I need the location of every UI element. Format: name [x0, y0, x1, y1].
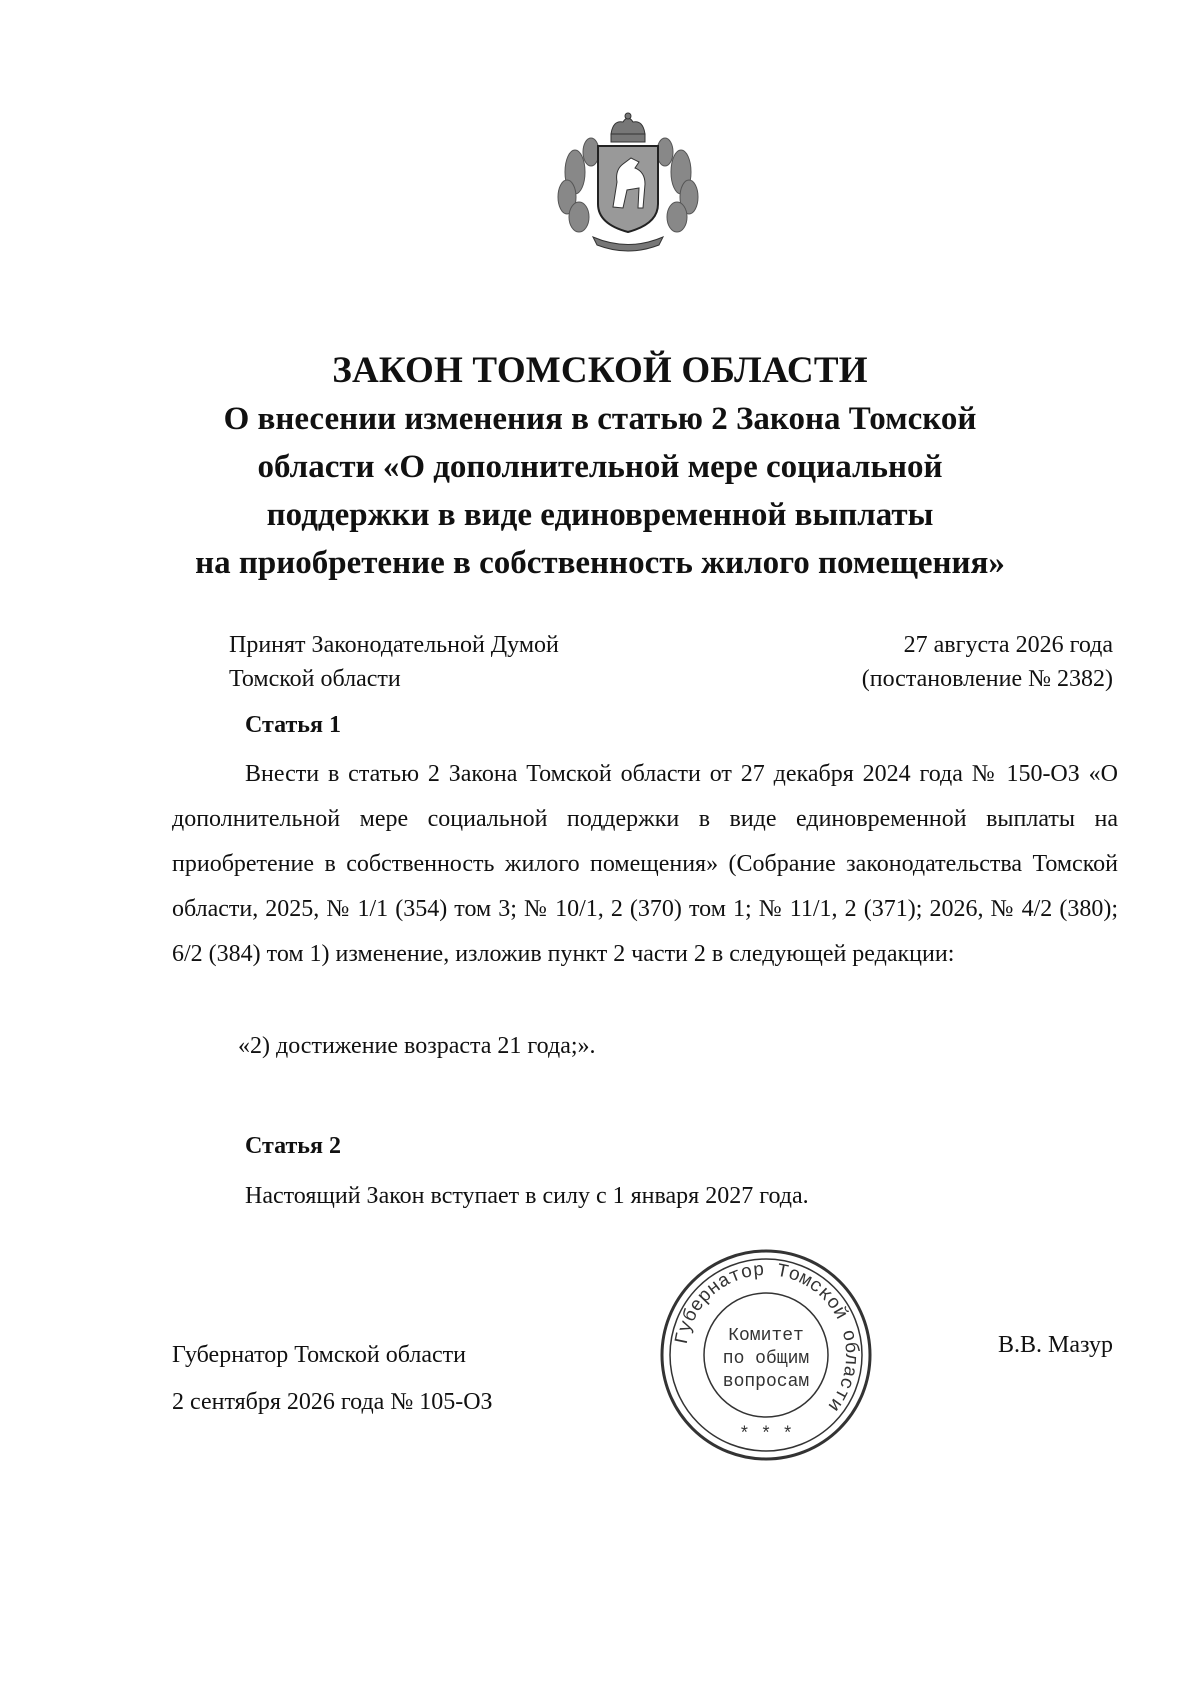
- resolution-number: (постановление № 2382): [861, 666, 1113, 692]
- official-stamp: [656, 1245, 876, 1465]
- article-1-heading: Статья 1: [245, 712, 341, 738]
- title-block: [140, 347, 1060, 587]
- signature-block: [172, 1332, 493, 1426]
- stamp-ring-text: Губернатор Томской области: [670, 1258, 863, 1416]
- adoption-line: Томской области: [229, 666, 401, 692]
- article-2-text: Настоящий Закон вступает в силу с 1 января 2027 года.: [245, 1183, 809, 1209]
- article-1-quote: «2) достижение возраста 21 года;».: [238, 1033, 596, 1059]
- article-1-text: Внести в статью 2 Закона Томской области от 27 декабря 2024 года № 150-ОЗ «О дополнительной мере социальной поддержки в виде единовременной выплаты на приобретение в собственность жилого помещения» (Собрание законодательства Томской области, 2025, № 1/1 (354) том 3; № 10/1, 2 (370) том 1; № 11/1, 2 (371); 2026, № 4/2 (380); 6/2 (384) том 1) изменение, изложив пункт 2 части 2 в следующей редакции:: [172, 761, 1118, 967]
- coat-of-arms-icon: [553, 112, 703, 257]
- adoption-body: [229, 628, 559, 696]
- law-subtitle-line: области «О дополнительной мере социальной: [257, 449, 943, 485]
- signing-date-number: 2 сентября 2026 года № 105-ОЗ: [172, 1389, 493, 1415]
- law-title: ЗАКОН ТОМСКОЙ ОБЛАСТИ: [332, 350, 868, 391]
- law-subtitle-line: поддержки в виде единовременной выплаты: [266, 497, 934, 533]
- law-subtitle-line: на приобретение в собственность жилого помещения»: [195, 545, 1005, 581]
- adoption-line: Принят Законодательной Думой: [229, 632, 559, 658]
- signatory-name: В.В. Мазур: [998, 1332, 1113, 1358]
- signatory-position: Губернатор Томской области: [172, 1342, 466, 1368]
- article-2-heading: Статья 2: [245, 1133, 341, 1159]
- stamp-center-line: вопросам: [722, 1372, 810, 1392]
- stamp-stars: * * *: [738, 1425, 794, 1445]
- adoption-date-block: [862, 628, 1113, 696]
- stamp-center-line: Комитет: [728, 1326, 804, 1346]
- stamp-center-line: по общим: [722, 1349, 810, 1369]
- adoption-date: 27 августа 2026 года: [903, 632, 1113, 658]
- law-subtitle-line: О внесении изменения в статью 2 Закона Томской: [223, 401, 977, 437]
